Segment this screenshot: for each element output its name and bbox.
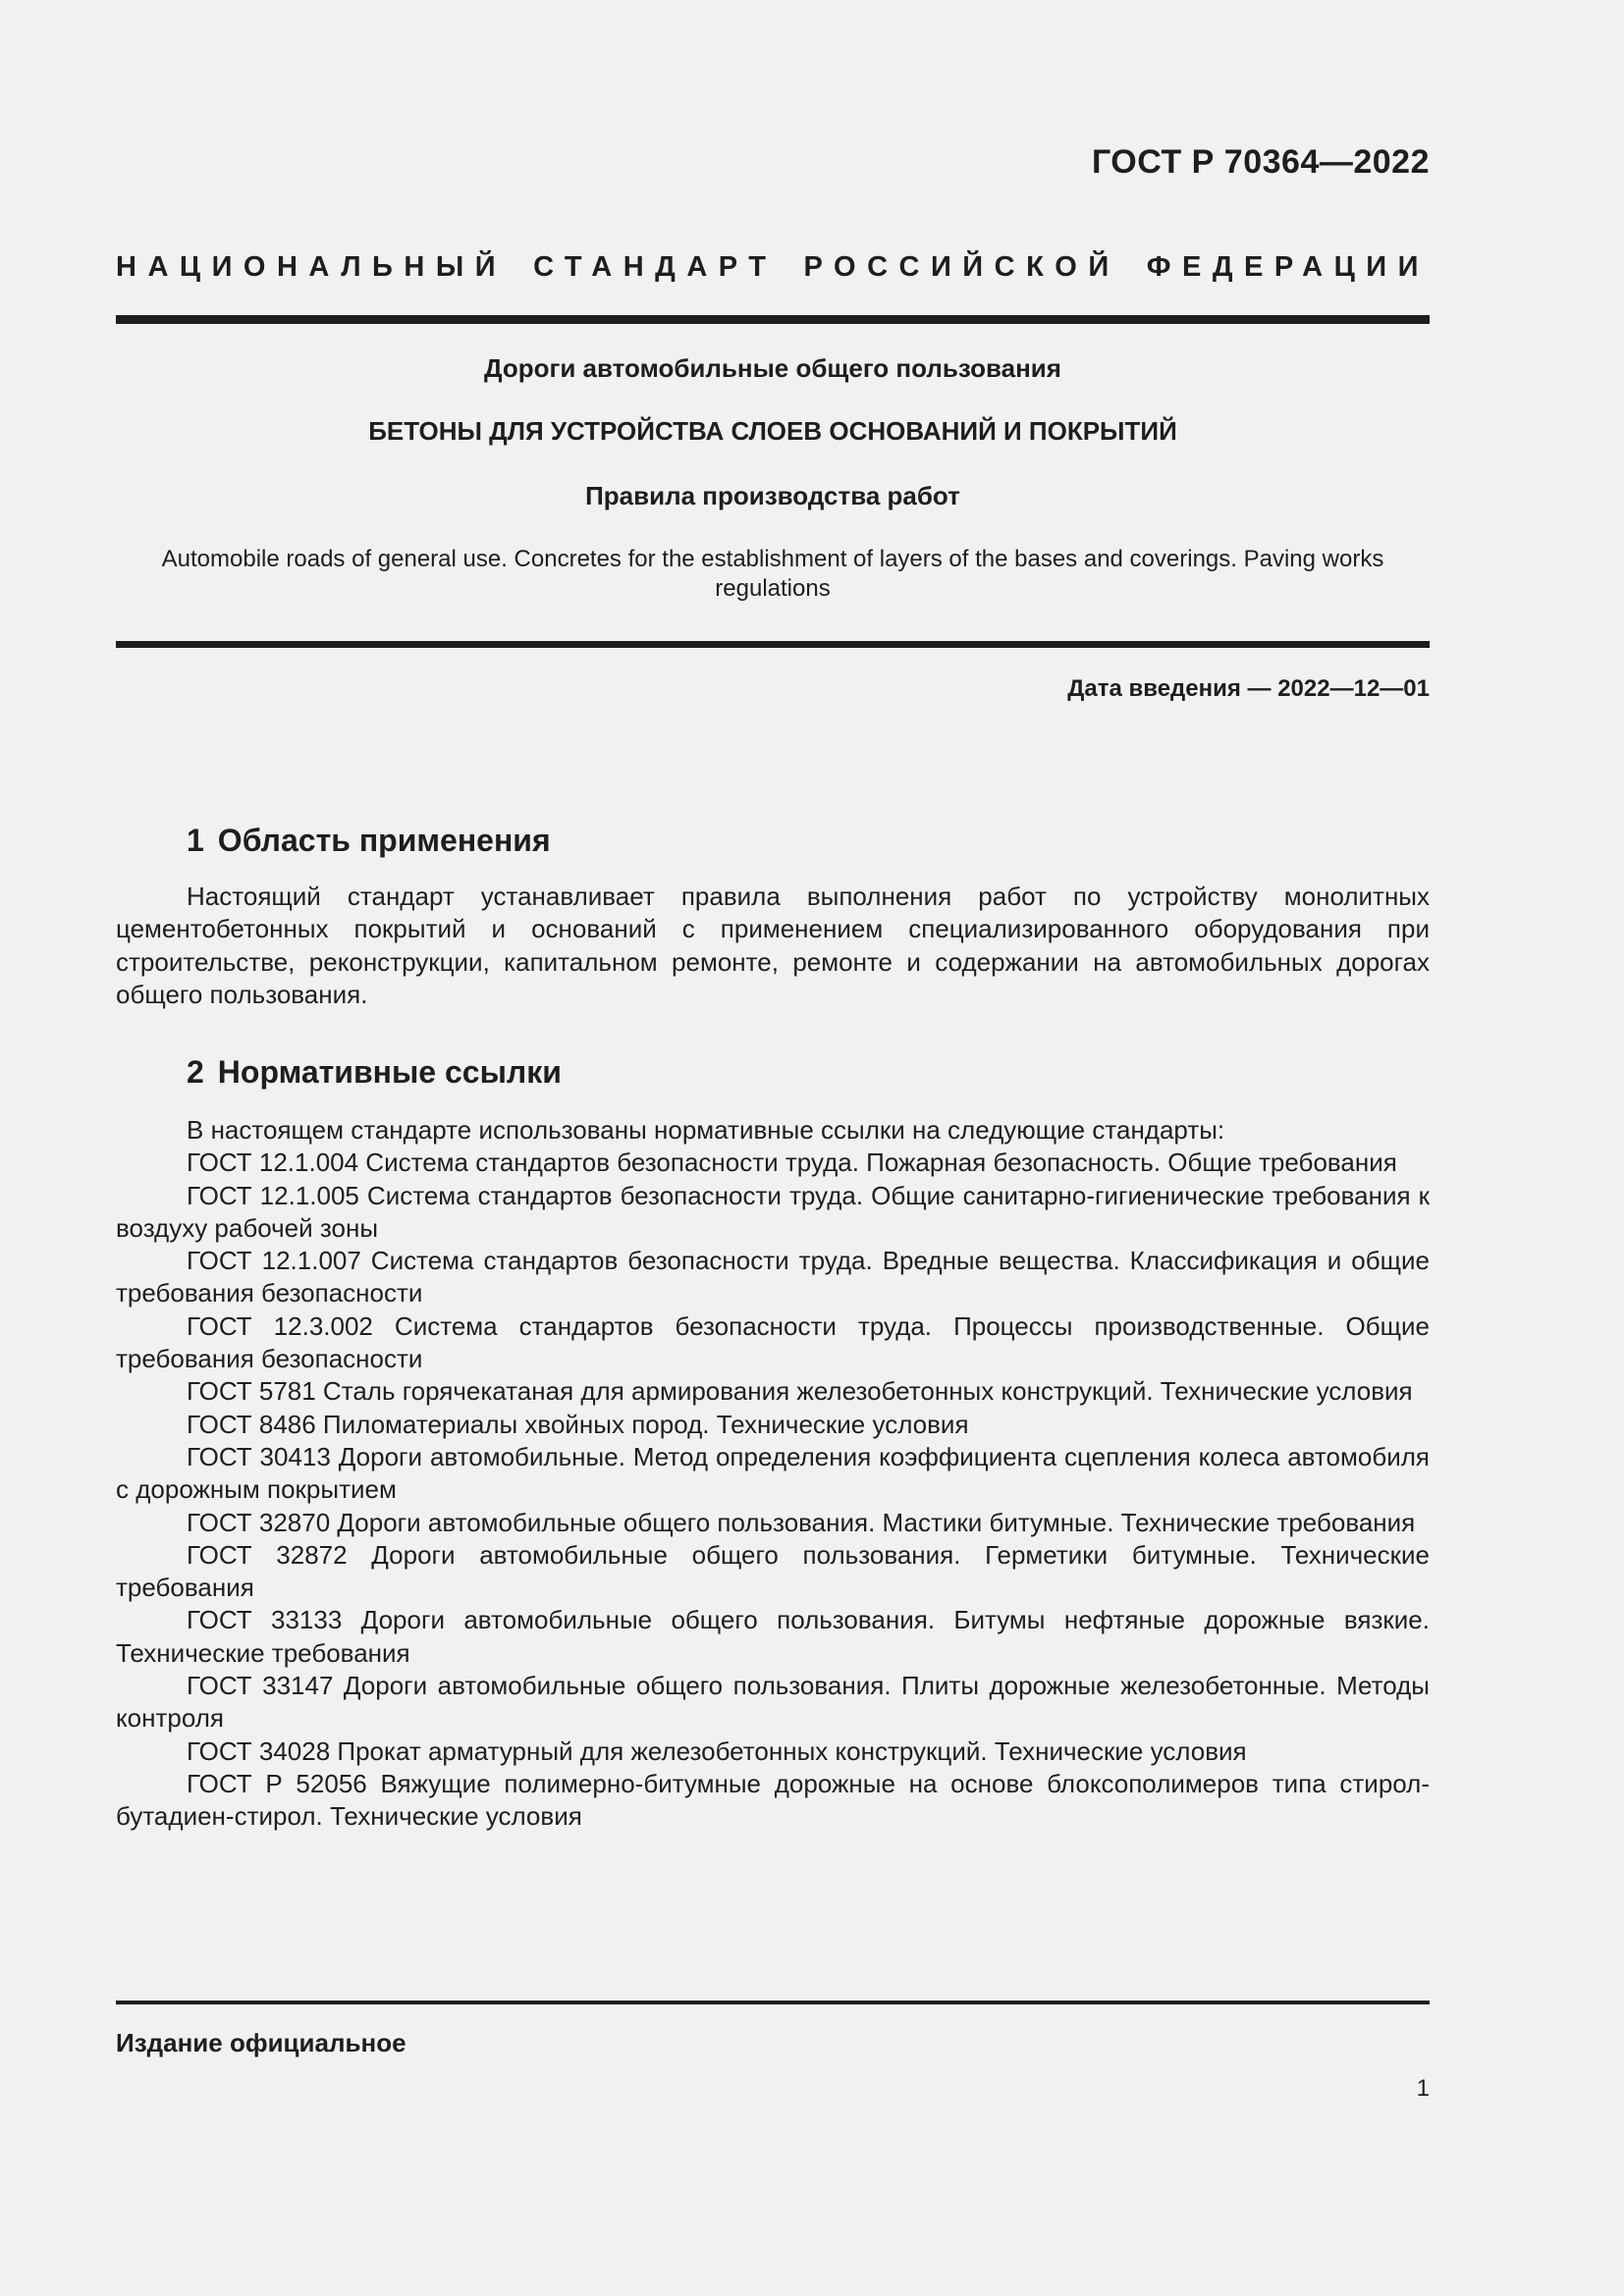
section-2-title: Нормативные ссылки	[217, 1054, 562, 1090]
reference-item: ГОСТ 12.3.002 Система стандартов безопасности труда. Процессы производственные. Общие требования безопасности	[116, 1310, 1430, 1374]
footer-rule	[116, 2001, 1430, 2004]
references-intro: В настоящем стандарте использованы нормативные ссылки на следующие стандарты:	[187, 1115, 1225, 1145]
middle-rule	[116, 641, 1430, 648]
section-1-number: 1	[187, 823, 204, 858]
section-2-heading	[187, 1054, 562, 1091]
title-line-1: Дороги автомобильные общего пользования	[484, 353, 1061, 383]
document-code: ГОСТ Р 70364—2022	[1091, 143, 1430, 181]
reference-item: ГОСТ 33133 Дороги автомобильные общего пользования. Битумы нефтяные дорожные вязкие. Технические требования	[116, 1605, 1430, 1668]
reference-item: ГОСТ 12.1.004 Система стандартов безопасности труда. Пожарная безопасность. Общие требования	[187, 1148, 1397, 1178]
reference-item: ГОСТ 8486 Пиломатериалы хвойных пород. Технические условия	[187, 1409, 969, 1439]
top-rule	[116, 315, 1430, 324]
english-title: Automobile roads of general use. Concretes for the establishment of layers of the bases and coverings. Paving works regulations	[161, 546, 1384, 602]
reference-item: ГОСТ 33147 Дороги автомобильные общего пользования. Плиты дорожные железобетонные. Методы контроля	[116, 1671, 1430, 1734]
title-line-2: БЕТОНЫ ДЛЯ УСТРОЙСТВА СЛОЕВ ОСНОВАНИЙ И ПОКРЫТИЙ	[368, 416, 1177, 446]
official-edition-label: Издание официальное	[116, 2028, 406, 2057]
normative-references-list	[116, 1114, 1430, 1834]
reference-item: ГОСТ 30413 Дороги автомобильные. Метод определения коэффициента сцепления колеса автомобиля с дорожным покрытием	[116, 1441, 1430, 1505]
title-line-3: Правила производства работ	[585, 481, 960, 510]
reference-item: ГОСТ 34028 Прокат арматурный для железобетонных конструкций. Технические условия	[187, 1735, 1247, 1766]
section-1-title: Область применения	[217, 823, 551, 858]
reference-item: ГОСТ 32870 Дороги автомобильные общего пользования. Мастики битумные. Технические требования	[187, 1507, 1416, 1537]
page-number: 1	[1416, 2075, 1430, 2102]
section-1-text: Настоящий стандарт устанавливает правила выполнения работ по устройству монолитных цементобетонных покрытий и оснований с применением специализированного оборудования при строительстве, реконструкции, капитальном ремонте, ремонте и содержании на автомобильных дорогах общего пользования.	[116, 881, 1430, 1010]
reference-item: ГОСТ 12.1.005 Система стандартов безопасности труда. Общие санитарно-гигиенические требования к воздуху рабочей зоны	[116, 1180, 1430, 1243]
reference-item: ГОСТ 5781 Сталь горячекатаная для армирования железобетонных конструкций. Технические условия	[187, 1376, 1413, 1407]
section-1-heading	[187, 823, 551, 859]
introduction-date: Дата введения — 2022—12—01	[1067, 675, 1430, 702]
section-2-number: 2	[187, 1054, 204, 1090]
reference-item: ГОСТ Р 52056 Вяжущие полимерно-битумные дорожные на основе блоксополимеров типа стирол-бутадиен-стирол. Технические условия	[116, 1768, 1430, 1832]
reference-item: ГОСТ 12.1.007 Система стандартов безопасности труда. Вредные вещества. Классификация и общие требования безопасности	[116, 1246, 1430, 1308]
national-standard-heading: НАЦИОНАЛЬНЫЙ СТАНДАРТ РОССИЙСКОЙ ФЕДЕРАЦИИ	[116, 251, 1430, 283]
reference-item: ГОСТ 32872 Дороги автомобильные общего пользования. Герметики битумные. Технические требования	[116, 1539, 1430, 1603]
